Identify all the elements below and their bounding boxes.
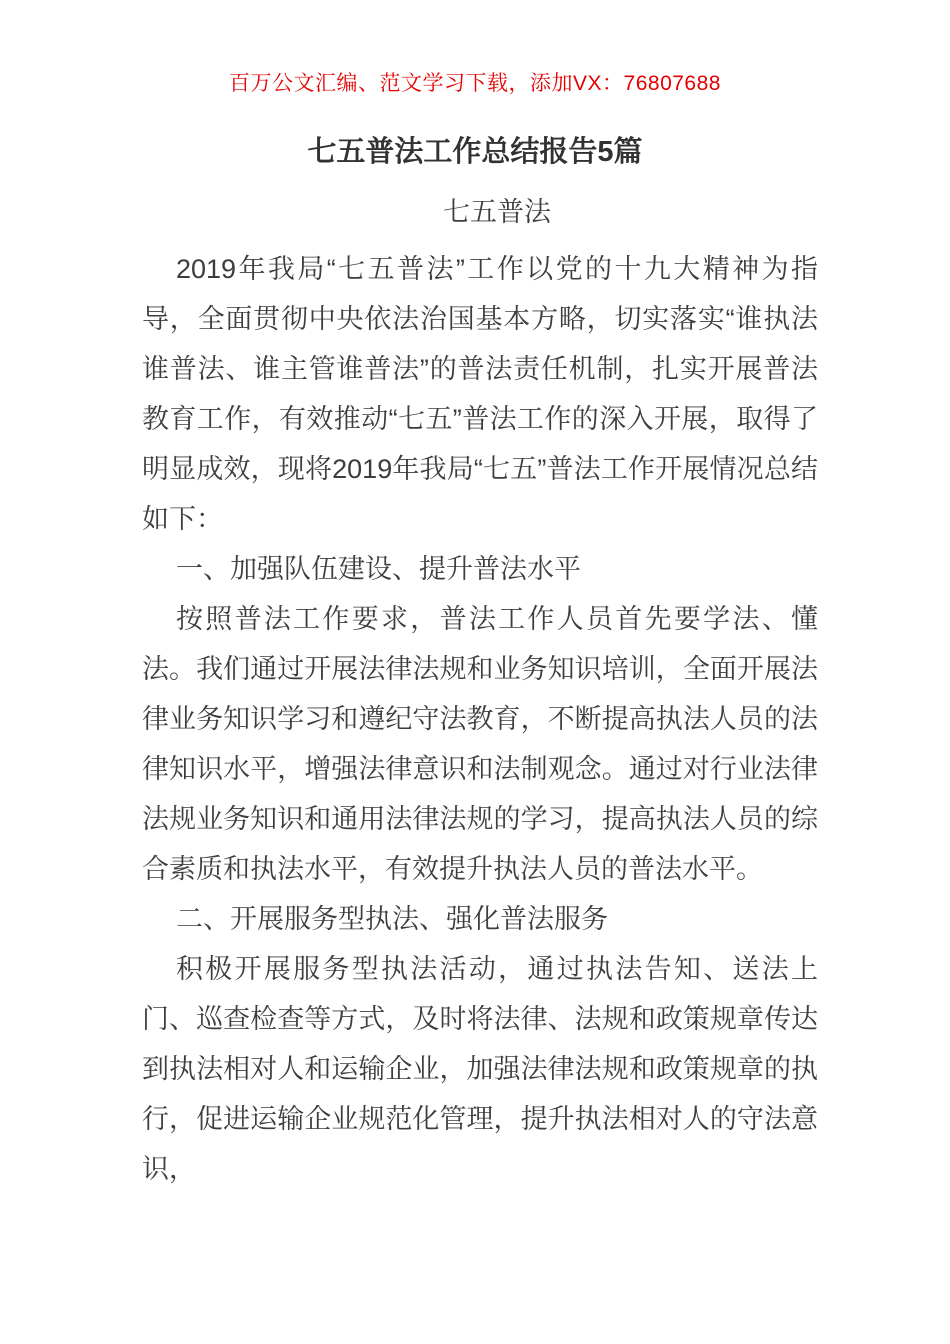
promo-header-notice: 百万公文汇编、范文学习下载，添加VX：76807688: [229, 72, 721, 95]
paragraph-intro: 2019年我局“七五普法”工作以党的十九大精神为指导，全面贯彻中央依法治国基本方略，切实落实“谁执法谁普法、谁主管谁普法”的普法责任机制，扎实开展普法教育工作，有效推动“七五”普法工作的深入开展，取得了明显成效，现将2019年我局“七五”普法工作开展情况总结如下：: [142, 254, 818, 534]
document-subtitle: 七五普法: [443, 197, 551, 227]
paragraph-section-1: 按照普法工作要求，普法工作人员首先要学法、懂法。我们通过开展法律法规和业务知识培训，全面开展法律业务知识学习和遵纪守法教育，不断提高执法人员的法律知识水平，增强法律意识和法制观念。通过对行业法律法规业务知识和通用法律法规的学习，提高执法人员的综合素质和执法水平，有效提升执法人员的普法水平。: [142, 604, 818, 884]
paragraph-section-2: 积极开展服务型执法活动，通过执法告知、送法上门、巡查检查等方式，及时将法律、法规和政策规章传达到执法相对人和运输企业，加强法律法规和政策规章的执行，促进运输企业规范化管理，提升执法相对人的守法意识，: [142, 954, 818, 1184]
document-title: 七五普法工作总结报告5篇: [307, 136, 643, 168]
section-heading-1: 一、加强队伍建设、提升普法水平: [176, 554, 581, 584]
document-body: [142, 244, 818, 1194]
section-heading-2: 二、开展服务型执法、强化普法服务: [176, 904, 608, 934]
